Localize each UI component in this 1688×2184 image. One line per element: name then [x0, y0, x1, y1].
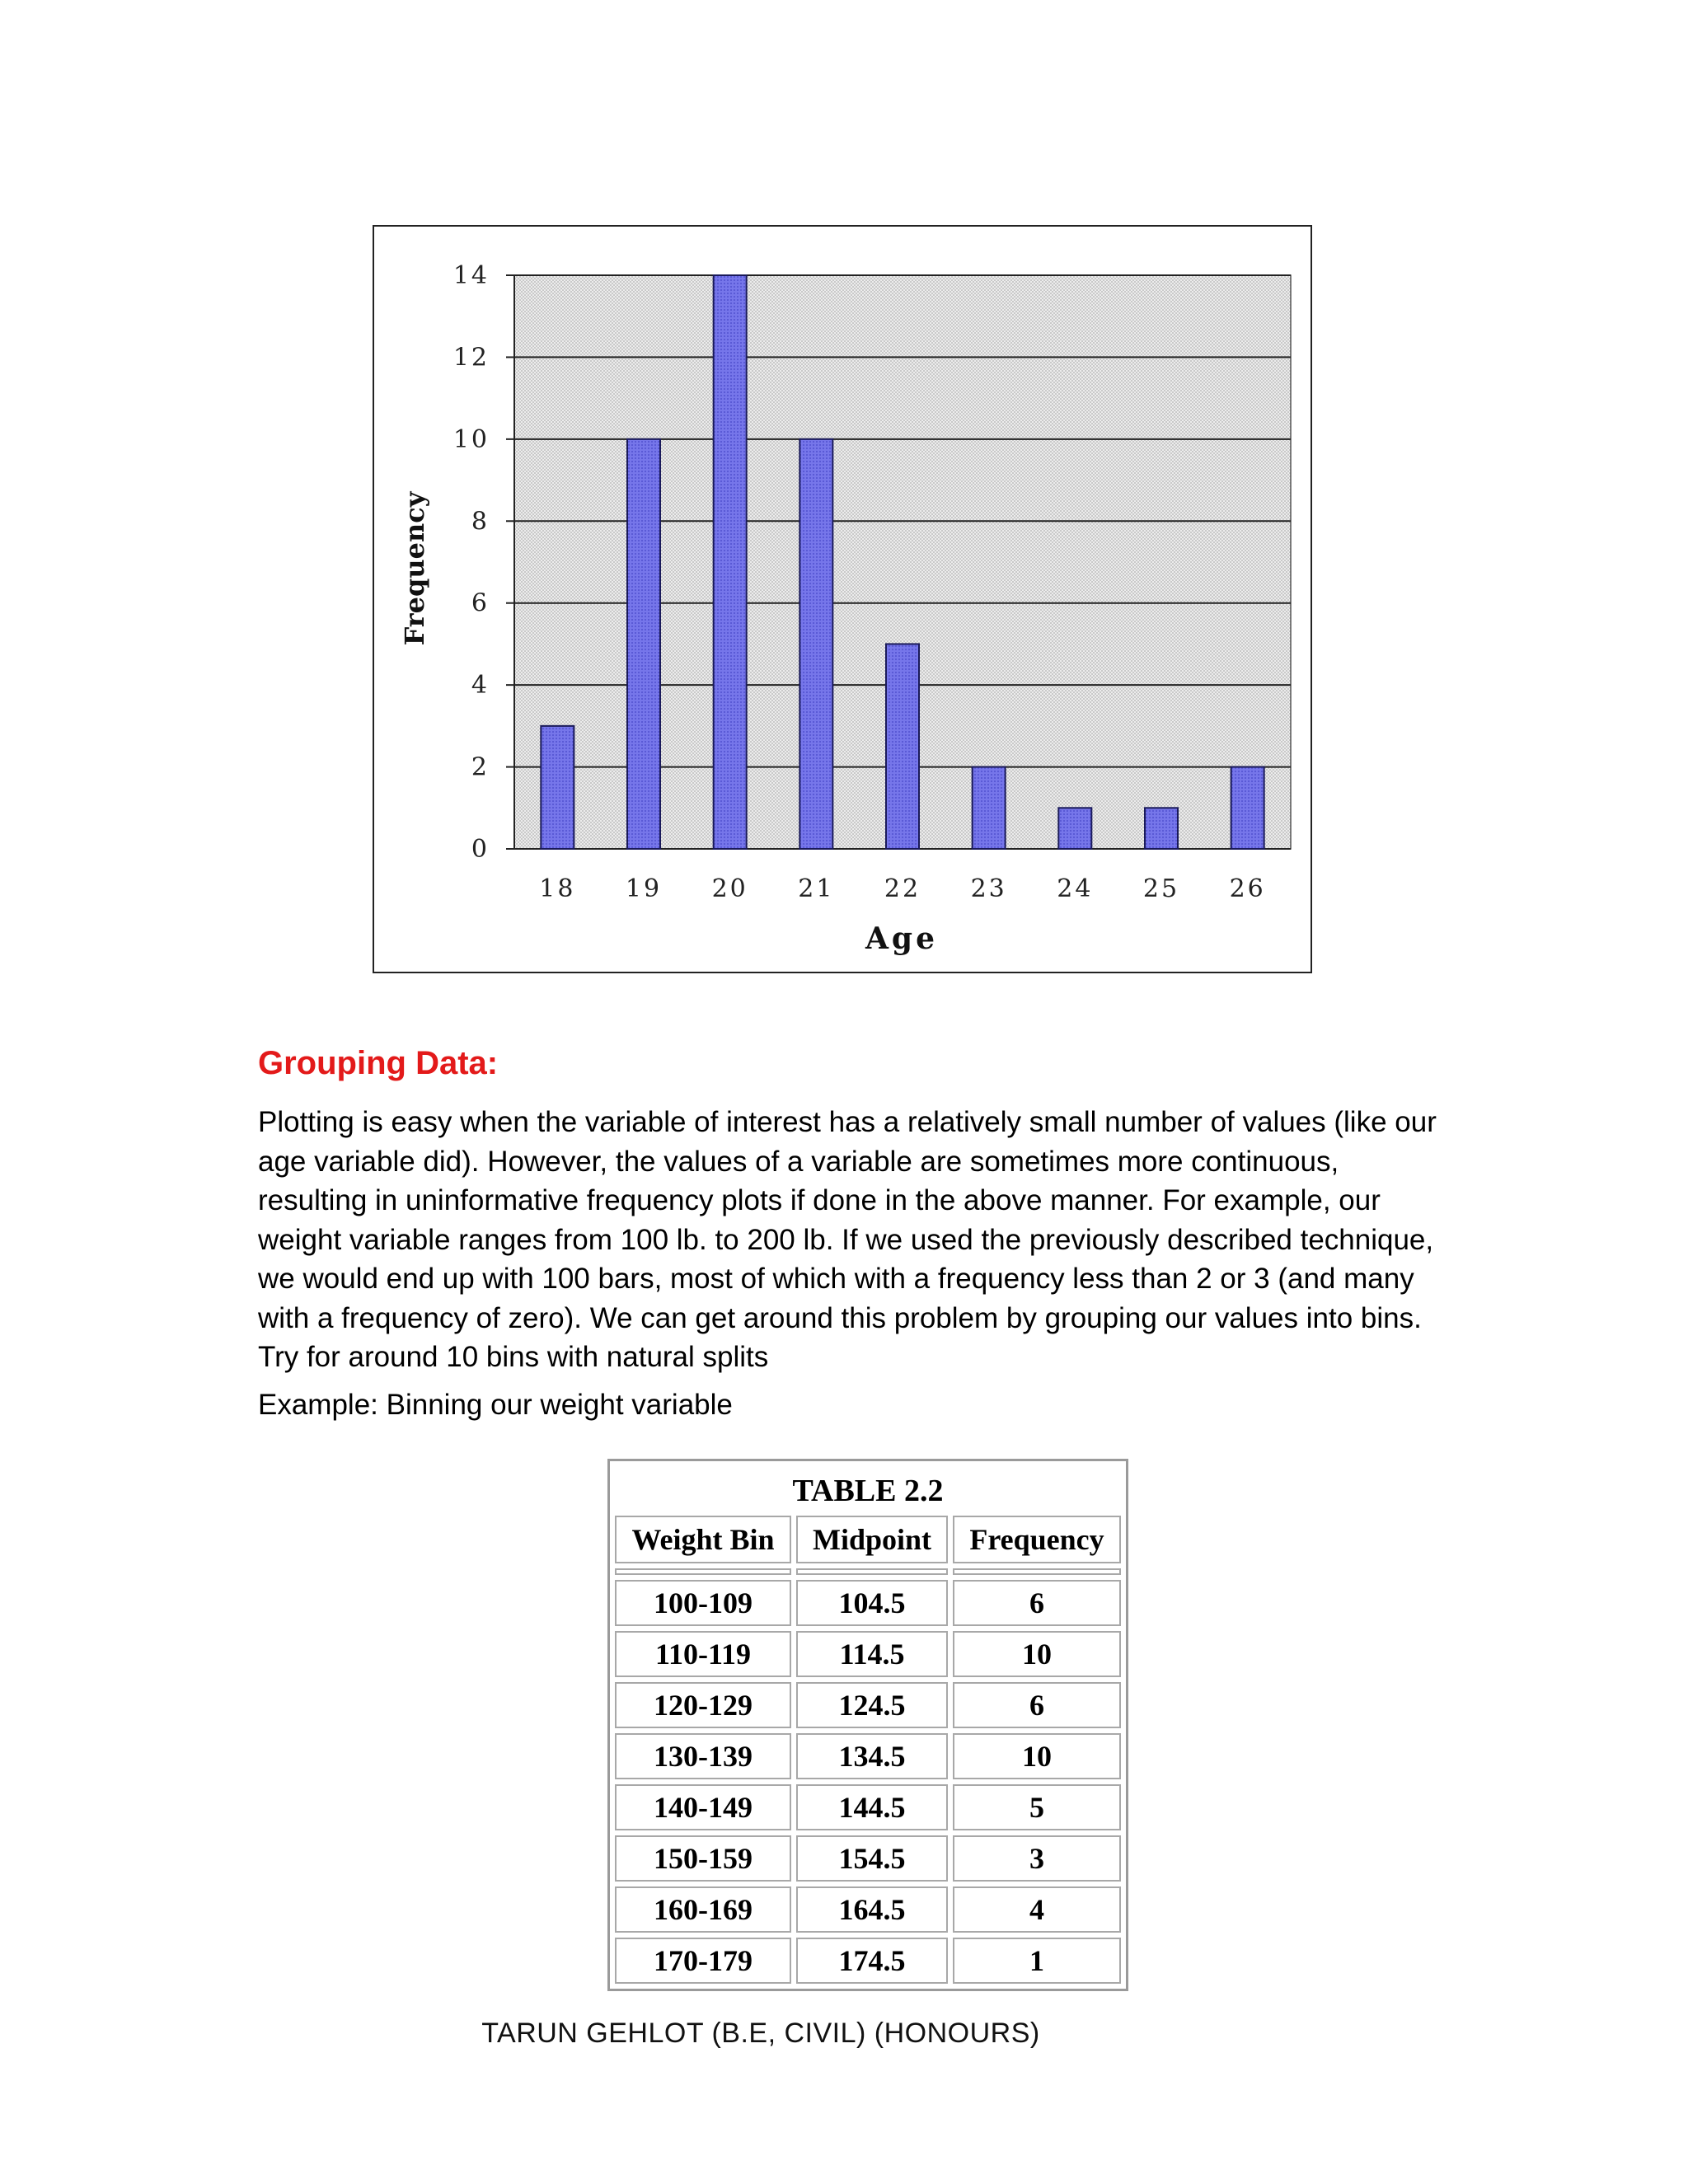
weight-bin-cell: 100-109: [615, 1580, 791, 1626]
x-tick-label: 19: [625, 874, 663, 903]
frequency-cell: 10: [953, 1733, 1121, 1779]
bar-age-21: [799, 439, 832, 849]
y-tick-label: 10: [452, 424, 490, 454]
spacer-cell: [953, 1568, 1121, 1575]
footer-credit: TARUN GEHLOT (B.E, CIVIL) (HONOURS): [481, 2018, 1040, 2049]
weight-bin-cell: 120-129: [615, 1682, 791, 1728]
bar-age-18: [541, 726, 574, 849]
frequency-table: [610, 1461, 1126, 1989]
midpoint-cell: 174.5: [796, 1938, 948, 1984]
y-tick-label: 12: [452, 343, 490, 373]
midpoint-cell: 154.5: [796, 1835, 948, 1882]
x-tick-label: 20: [711, 874, 748, 903]
table-header-row: [615, 1516, 1121, 1563]
spacer-cell: [615, 1568, 791, 1575]
bar-age-22: [886, 644, 919, 849]
midpoint-cell: 164.5: [796, 1886, 948, 1933]
x-tick-label: 26: [1229, 874, 1266, 903]
midpoint-cell: 134.5: [796, 1733, 948, 1779]
bar-age-20: [714, 275, 747, 849]
frequency-cell: 6: [953, 1682, 1121, 1728]
table-row: [615, 1938, 1121, 1984]
x-tick-label: 24: [1057, 874, 1094, 903]
frequency-cell: 1: [953, 1938, 1121, 1984]
weight-bin-table: [607, 1459, 1128, 1991]
y-tick-label: 4: [471, 671, 490, 701]
table-row: [615, 1784, 1121, 1830]
x-axis-title: Age: [865, 921, 939, 956]
table-row: [615, 1631, 1121, 1677]
table-row: [615, 1886, 1121, 1933]
header-midpoint: Midpoint: [796, 1516, 948, 1563]
weight-bin-cell: 130-139: [615, 1733, 791, 1779]
header-weight-bin: Weight Bin: [615, 1516, 791, 1563]
section-heading: Grouping Data:: [258, 1045, 499, 1081]
weight-bin-cell: 160-169: [615, 1886, 791, 1933]
table-spacer-row: [615, 1568, 1121, 1575]
header-frequency: Frequency: [953, 1516, 1121, 1563]
table-caption: TABLE 2.2: [792, 1474, 944, 1508]
frequency-cell: 3: [953, 1835, 1121, 1882]
x-tick-label: 18: [539, 874, 576, 903]
weight-bin-cell: 170-179: [615, 1938, 791, 1984]
x-tick-label: 25: [1142, 874, 1180, 903]
body-paragraph: Plotting is easy when the variable of interest has a relatively small number of values (like our age variable did). However, the values of a variable are sometimes more continuous, resulting in uninformative frequency plots if done in the above manner. For example, our weight variable ranges from 100 lb. to 200 lb. If we used the previously described technique, we would end up with 100 bars, most of which with a frequency less than 2 or 3 (and many with a frequency of zero). We can get around this problem by grouping our values into bins. Try for around 10 bins with natural splits: [258, 1106, 1437, 1373]
y-tick-label: 2: [471, 752, 490, 782]
y-tick-label: 8: [471, 507, 490, 537]
frequency-cell: 4: [953, 1886, 1121, 1933]
frequency-cell: 6: [953, 1580, 1121, 1626]
chart-canvas: [374, 227, 1311, 972]
y-tick-label: 0: [471, 835, 490, 864]
x-tick-label: 22: [884, 874, 921, 903]
table-row: [615, 1682, 1121, 1728]
x-tick-label: 21: [798, 874, 835, 903]
midpoint-cell: 104.5: [796, 1580, 948, 1626]
example-caption: Example: Binning our weight variable: [258, 1389, 733, 1421]
y-tick-label: 14: [452, 261, 490, 290]
bar-age-26: [1231, 767, 1264, 849]
bar-age-24: [1058, 808, 1091, 849]
frequency-cell: 5: [953, 1784, 1121, 1830]
bar-age-23: [973, 767, 1006, 849]
midpoint-cell: 124.5: [796, 1682, 948, 1728]
weight-bin-cell: 140-149: [615, 1784, 791, 1830]
table-row: [615, 1733, 1121, 1779]
y-tick-label: 6: [471, 588, 490, 618]
weight-bin-cell: 150-159: [615, 1835, 791, 1882]
bar-age-25: [1145, 808, 1178, 849]
spacer-cell: [796, 1568, 948, 1575]
table-row: [615, 1835, 1121, 1882]
midpoint-cell: 114.5: [796, 1631, 948, 1677]
weight-bin-cell: 110-119: [615, 1631, 791, 1677]
frequency-cell: 10: [953, 1631, 1121, 1677]
x-tick-label: 23: [970, 874, 1007, 903]
y-axis-title: Frequency: [399, 491, 430, 646]
bar-age-19: [627, 439, 660, 849]
age-frequency-chart: [373, 225, 1312, 973]
table-row: [615, 1580, 1121, 1626]
midpoint-cell: 144.5: [796, 1784, 948, 1830]
